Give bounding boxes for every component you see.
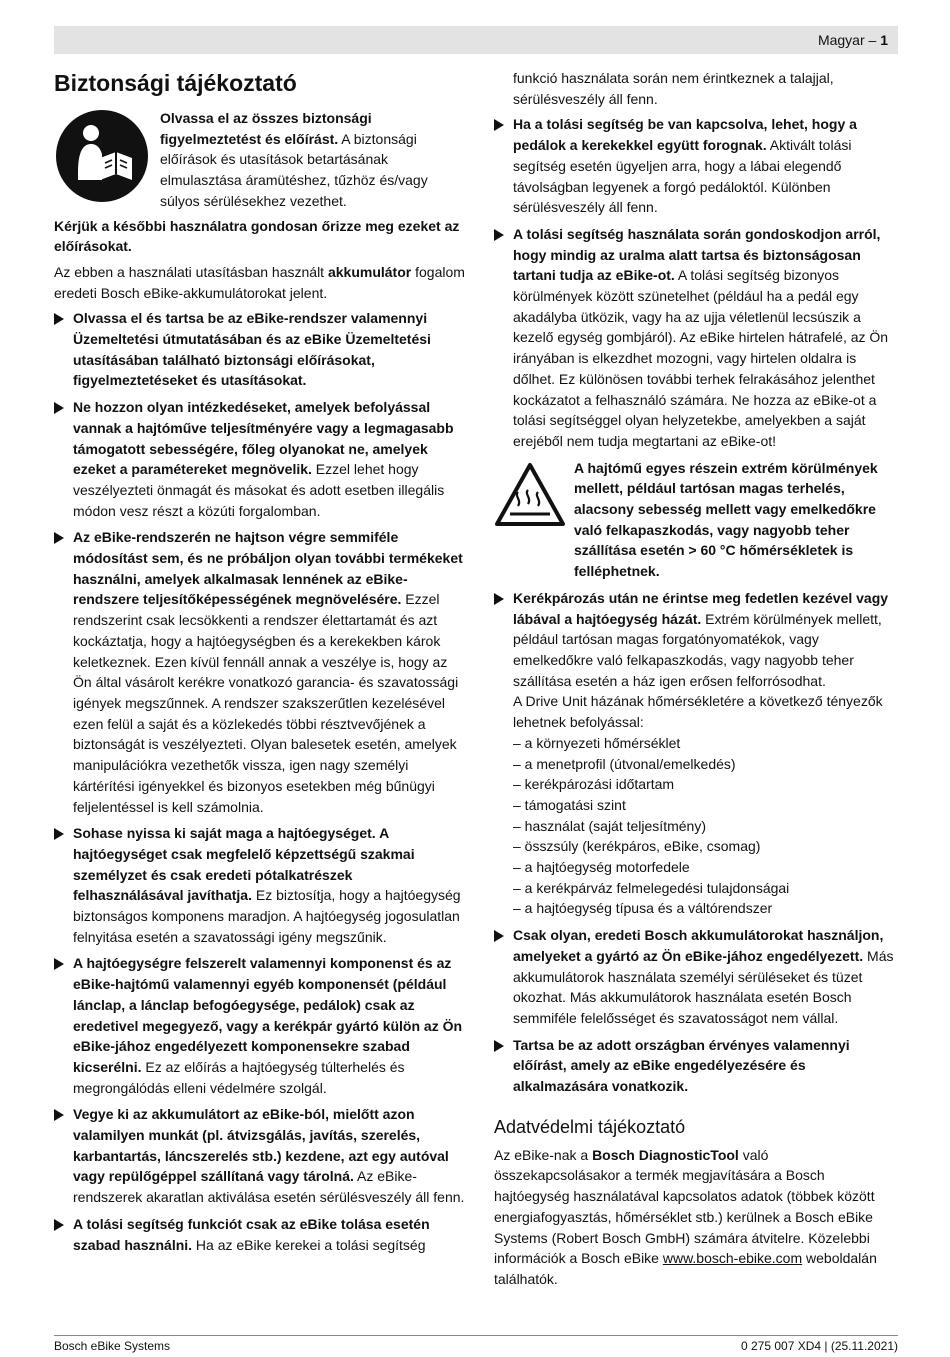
factor-item: – használat (saját teljesítmény) bbox=[513, 817, 706, 834]
item-bold: Olvassa el és tartsa be az eBike-rendszer valamennyi Üzemeltetési útmutatásában és az eBike Üzemeltetési utasításában található biztonsági előírásokat, figyelmeztetéseket és utasításokat. bbox=[73, 310, 431, 389]
triangle-bullet-icon bbox=[54, 1109, 64, 1121]
intro-block bbox=[54, 108, 465, 212]
privacy-pre: Az eBike-nak a bbox=[494, 1146, 593, 1163]
item-bold: A hajtóegységre felszerelt valamennyi komponenst és az eBike-hajtómű valamennyi egyéb komponensét (például lánclap, a lánclap befogóegysége, pedálok) csak az eredetivel megegyező, vagy a kerékpár gyártó külön az Ön eBike-jához engedélyezett komponensekre szabad kicserélni. bbox=[73, 955, 463, 1075]
factor-item: – a kerékpárváz felmelegedési tulajdonságai bbox=[513, 879, 790, 896]
item-text: Ezzel rendszerint csak lecsökkenti a rendszer élettartamát és azt kockáztatja, hogy a hajtóegységben és a kerekekben károk keletkeznek. Ezen kívül fennáll annak a veszélye is, hogy az Ön által vásárolt kerékre vonatkozó garancia- és szavatossági igények megszűnnek. A rendszer szakszerűtlen kezelésével ezen felül a saját és a közlekedés többi résztvevőjének a biztonságát is veszélyezteti. Olyan balesetek esetén, amelyek manipulációkra vezethetők vissza, igen nagy személyi kártérítési igényekkel és bizonyos esetekben még bűnügyi feljelentéssel is kell számolnia. bbox=[73, 591, 459, 815]
triangle-bullet-icon bbox=[54, 313, 64, 325]
read-manual-icon bbox=[54, 108, 150, 204]
battery-note-bold: akkumulátor bbox=[327, 263, 412, 280]
battery-note-pre: Az ebben a használati utasításban használt bbox=[54, 263, 328, 280]
factors-list bbox=[513, 733, 898, 919]
triangle-bullet-icon bbox=[54, 958, 64, 970]
item-text: Ez az előírás a hajtóegység túlterhelés és megrongálódás elleni védelmére szolgál. bbox=[73, 1058, 405, 1096]
keep-notice: Kérjük a későbbi használatra gondosan őrizze meg ezeket az előírásokat. bbox=[54, 217, 460, 255]
privacy-heading: Adatvédelmi tájékoztató bbox=[494, 1116, 686, 1137]
privacy-text bbox=[494, 1145, 898, 1290]
header-language: Magyar bbox=[817, 32, 865, 48]
factor-item: – kerékpározási időtartam bbox=[513, 776, 675, 793]
hot-warning-text: A hajtómű egyes részein extrém körülmények mellett, például tartósan magas terhelés, alacsony sebesség mellett vagy emelkedőkre való felkapaszkodás, vagy nagyobb teher szállítása esetén > 60 °C hőmérsékletek is felléphetnek. bbox=[574, 459, 878, 580]
list-item bbox=[494, 588, 898, 919]
item-bold: Csak olyan, eredeti Bosch akkumulátorokat használjon, amelyeket a gyártó az Ön eBike-jához engedélyezett. bbox=[513, 927, 884, 964]
triangle-bullet-icon bbox=[54, 1219, 64, 1231]
item-text: Az eBike-rendszerek akaratlan aktiválása esetén sérülésveszély áll fenn. bbox=[73, 1168, 465, 1206]
item-bold: Ne hozzon olyan intézkedéseket, amelyek befolyással vannak a hajtóműve teljesítményére vagy a legmagasabb támogatott sebességére, főleg olyanokat ne, amelyek ezeket a paramétereket megnövelik. bbox=[73, 399, 454, 478]
list-item bbox=[54, 823, 465, 947]
left-column bbox=[54, 68, 465, 1261]
page-header bbox=[54, 26, 898, 54]
list-item bbox=[494, 1035, 898, 1097]
triangle-bullet-icon bbox=[54, 828, 64, 840]
intro-text bbox=[160, 108, 465, 212]
footer-doc-number: 0 275 007 XD4 | (25.11.2021) bbox=[740, 1339, 898, 1353]
item-bold: Ha a tolási segítség be van kapcsolva, lehet, hogy a pedálok a kerekekkel együtt forognak. bbox=[513, 116, 857, 154]
right-column bbox=[494, 68, 898, 1295]
item-bold: A tolási segítség funkciót csak az eBike tolása esetén szabad használni. bbox=[73, 1215, 430, 1253]
privacy-bold: Bosch DiagnosticTool bbox=[592, 1146, 739, 1163]
triangle-bullet-icon bbox=[494, 119, 504, 131]
privacy-mid: való összekapcsolásakor a termék megjavítására a Bosch hajtóegység használatával kapcsolatos adatok (többek között energiafogyasztás, hőmérséklet stb.) kerülnek a Bosch eBike Systems (Robert Bosch GmbH) számára átvitelre. Közelebbi információk a Bosch eBike bbox=[494, 1146, 875, 1267]
factors-intro: A Drive Unit házának hőmérsékletére a következő tényezők lehetnek befolyással: bbox=[513, 693, 883, 731]
factor-item: – a hajtóegység motorfedele bbox=[513, 859, 690, 876]
item-text: Ez biztosítja, hogy a hajtóegység biztonságos komponens maradjon. A hajtóegység jogosulatlan felnyitása esetén a szavatossági igény megszűnik. bbox=[73, 887, 461, 945]
item-text: Ezzel lehet hogy veszélyezteti önmagát és másokat és adott esetben illegális módon vesz részt a közúti forgalomban. bbox=[73, 461, 445, 519]
item-text: Extrém körülmények mellett, például tartósan magas forgatónyomatékok, vagy emelkedőkre való felkapaszkodás, vagy nagyobb teher szállítása esetén a ház igen erősen felforrósodhat. bbox=[513, 610, 882, 689]
factor-item: – a hajtóegység típusa és a váltórendszer bbox=[513, 900, 773, 917]
footer-divider bbox=[54, 1335, 898, 1336]
item-text: Ha az eBike kerekei a tolási segítség bbox=[192, 1236, 426, 1253]
battery-note-post: fogalom eredeti Bosch eBike-akkumulátorokat jelent. bbox=[54, 263, 465, 301]
list-item bbox=[494, 224, 898, 452]
item-bold: Az eBike-rendszerén ne hajtson végre semmiféle módosítást sem, és ne próbáljon olyan további termékeket használni, amelyek alkalmasak lennének az eBike-rendszere teljesítőképességének megnövelésére. bbox=[73, 529, 463, 608]
triangle-bullet-icon bbox=[494, 1040, 504, 1052]
list-item bbox=[54, 1104, 465, 1208]
item-text: A tolási segítség bizonyos körülmények között szünetelhet (például ha a pedál egy akadályba ütközik, vagy ha az ujja véletlenül lecsúszik a kezelő egység gombjáról). Az eBike hirtelen hátrafelé, az Ön irányában is elkezdhet mozogni, vagy hirtelen oldalra is dőlhet. Ez különösen további terhek felrakásához jelenthet kockázatot a felhasználó számára. Ne hozza az eBike-ot a tolási segítséggel olyan helyzetekbe, amelyekben a saját erejéből nem tudja megtartani az eBike-ot! bbox=[513, 267, 889, 449]
triangle-bullet-icon bbox=[54, 532, 64, 544]
footer-brand: Bosch eBike Systems bbox=[54, 1339, 171, 1353]
item-bold: Kerékpározás után ne érintse meg fedetlen kezével vagy lábával a hajtóegység házát. bbox=[513, 589, 889, 627]
hot-surface-warning-icon bbox=[494, 462, 566, 528]
continuation-text: funkció használata során nem érintkeznek a talajjal, sérülésveszély áll fenn. bbox=[513, 70, 834, 107]
bosch-ebike-link[interactable]: www.bosch-ebike.com bbox=[662, 1250, 803, 1267]
header-label bbox=[818, 32, 888, 48]
triangle-bullet-icon bbox=[494, 229, 504, 241]
item-text: Aktivált tolási segítség esetén ügyeljen arra, hogy a lábai elegendő távolságban legyenek a forgó pedáloktól. Különben sérülésveszély áll fenn. bbox=[513, 137, 852, 216]
factor-item: – a környezeti hőmérséklet bbox=[513, 734, 681, 751]
item-bold: A tolási segítség használata során gondoskodjon arról, hogy mindig az uralma alatt tartsa és biztonságosan tartani tudja az eBike-ot. bbox=[513, 225, 881, 284]
list-item bbox=[54, 527, 465, 817]
list-item bbox=[54, 397, 465, 521]
item-bold: Tartsa be az adott országban érvényes valamennyi előírást, amely az eBike engedélyezésére és alkalmazására vonatkozik. bbox=[513, 1036, 850, 1095]
header-separator: – bbox=[864, 32, 881, 48]
list-item bbox=[54, 953, 465, 1098]
header-page-number: 1 bbox=[880, 32, 888, 48]
list-item bbox=[54, 1214, 465, 1255]
factor-item: – támogatási szint bbox=[513, 796, 626, 813]
item-bold: Sohase nyissa ki saját maga a hajtóegységet. A hajtóegységet csak megfelelő képzettségű szakmai személyzet és csak eredeti pótalkatrészek felhasználásával javíthatja. bbox=[73, 825, 415, 904]
item-text: Más akkumulátorok használata személyi sérüléseket és tüzet okozhat. Más akkumulátorok használata esetén Bosch semmiféle felelősséget és szavatosságot nem vállal. bbox=[513, 947, 894, 1026]
triangle-bullet-icon bbox=[494, 593, 504, 605]
list-item bbox=[494, 925, 898, 1029]
intro-bold: Olvassa el az összes biztonsági figyelmeztetést és előírást. bbox=[160, 110, 372, 147]
item-bold: Vegye ki az akkumulátort az eBike-ból, mielőtt azon valamilyen munkát (pl. átvizsgálás, javítás, szerelés, karbantartás, láncszerelés stb.) kezdene, azt egy autóval vagy repülőgéppel szállítaná vagy tárolná. bbox=[73, 1106, 449, 1185]
factor-item: – a menetprofil (útvonal/emelkedés) bbox=[513, 755, 736, 772]
triangle-bullet-icon bbox=[494, 930, 504, 942]
privacy-post: weboldalán találhatók. bbox=[494, 1250, 877, 1287]
intro-normal: A biztonsági előírások és utasítások betartásának elmulasztása áramütéshez, tűzhöz és/vagy súlyos sérülésekhez vezethet. bbox=[160, 130, 428, 209]
factor-item: – összsúly (kerékpáros, eBike, csomag) bbox=[513, 838, 761, 855]
hot-surface-warning bbox=[494, 458, 898, 582]
list-item bbox=[494, 114, 898, 218]
battery-note bbox=[54, 262, 465, 303]
page-title: Biztonsági tájékoztató bbox=[54, 70, 297, 96]
list-item bbox=[54, 308, 465, 391]
triangle-bullet-icon bbox=[54, 402, 64, 414]
